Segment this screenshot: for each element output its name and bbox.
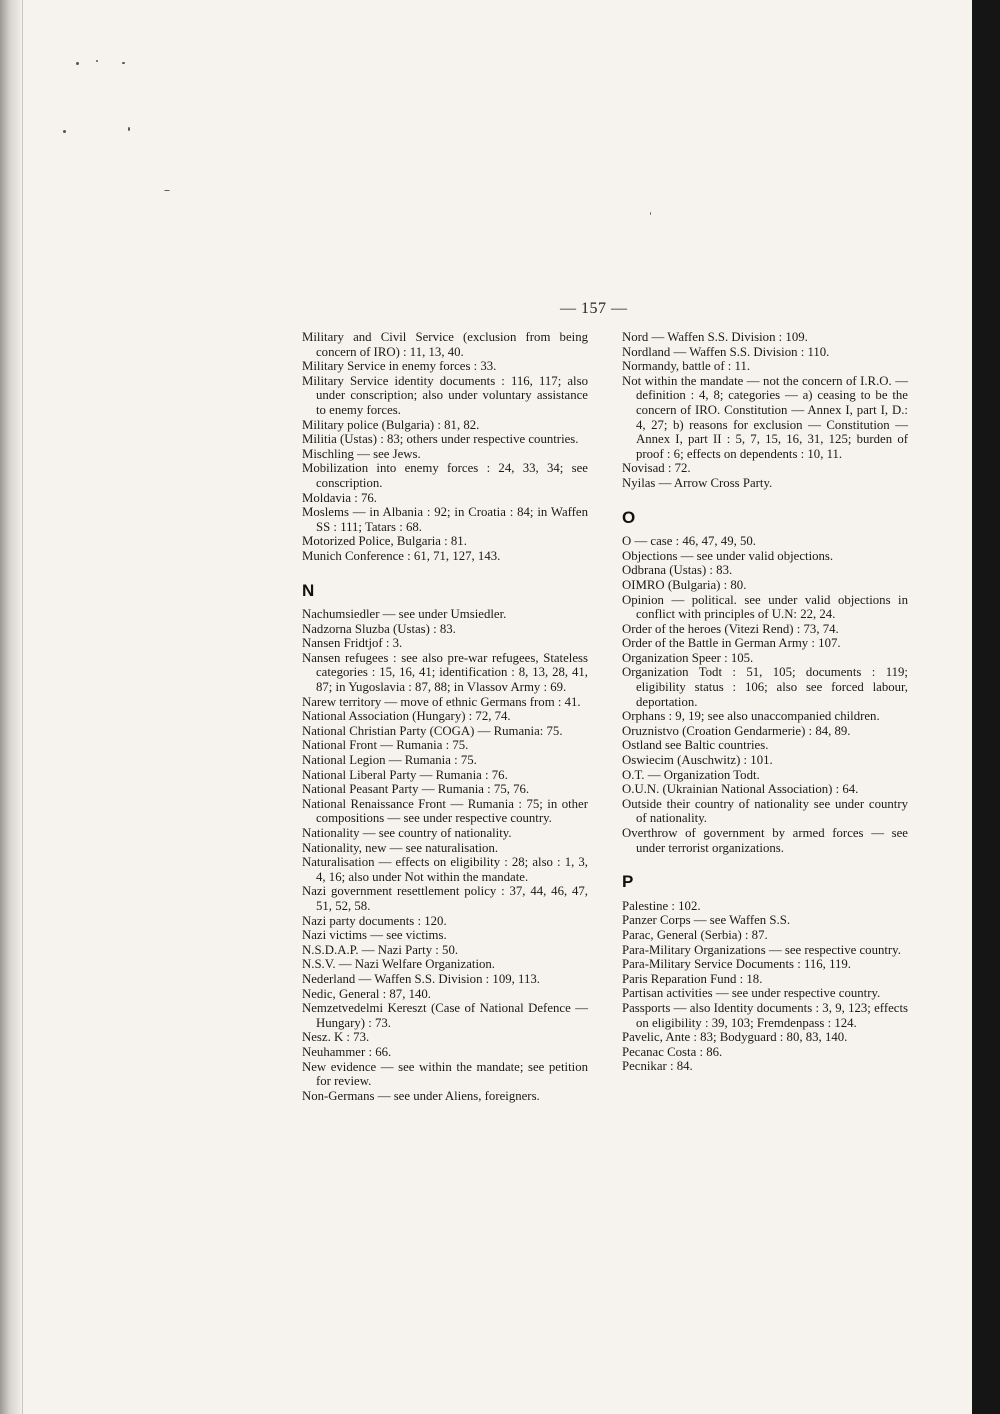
index-section-p	[622, 899, 908, 1074]
index-entry: Nemzetvedelmi Kereszt (Case of National Defence — Hungary) : 73.	[302, 1001, 588, 1030]
index-entry: Nazi party documents : 120.	[302, 913, 447, 928]
index-entry: National Peasant Party — Rumania : 75, 76.	[302, 782, 530, 797]
index-entry: Non-Germans — see under Aliens, foreigners.	[302, 1088, 540, 1103]
index-entry: Nachumsiedler — see under Umsiedler.	[302, 607, 507, 622]
index-entry: Moldavia : 76.	[302, 490, 377, 505]
index-entry: Narew territory — move of ethnic Germans from : 41.	[302, 694, 581, 709]
page-edge-line	[22, 0, 23, 1414]
index-entry: Organization Speer : 105.	[622, 650, 754, 665]
index-entry: Nationality, new — see naturalisation.	[302, 840, 499, 855]
index-entry: National Legion — Rumania : 75.	[302, 753, 477, 768]
index-entry: Nyilas — Arrow Cross Party.	[622, 475, 773, 490]
index-entry: Oruznistvo (Croation Gendarmerie) : 84, 89.	[622, 723, 851, 738]
index-entry: National Renaissance Front — Rumania : 75; in other compositions — see under respective country.	[302, 796, 588, 826]
index-entry: O.U.N. (Ukrainian National Association) : 64.	[622, 782, 859, 797]
index-entry: Nazi victims — see victims.	[302, 928, 447, 943]
index-section-o	[622, 534, 908, 855]
index-entry: New evidence — see within the mandate; see petition for review.	[302, 1059, 588, 1089]
dust-speck	[164, 190, 170, 191]
index-entry: Nesz. K : 73.	[302, 1030, 370, 1045]
dust-speck	[96, 60, 98, 62]
index-entry: O — case : 46, 47, 49, 50.	[622, 534, 756, 549]
index-entry: N.S.V. — Nazi Welfare Organization.	[302, 957, 496, 972]
index-entry: Militia (Ustas) : 83; others under respective countries.	[302, 432, 579, 447]
dust-speck	[76, 62, 79, 65]
index-entry: Oswiecim (Auschwitz) : 101.	[622, 753, 773, 768]
index-entry: Pecnikar : 84.	[622, 1059, 693, 1074]
index-entry: Organization Todt : 51, 105; documents : 119; eligibility status : 106; also see forced labour, deportation.	[622, 665, 908, 709]
dust-speck	[128, 127, 130, 131]
index-entry: Passports — also Identity documents : 3, 9, 123; effects on eligibility : 39, 103; Fremdenpass : 124.	[622, 1000, 908, 1030]
index-entry: Palestine : 102.	[622, 898, 701, 913]
index-entry: Odbrana (Ustas) : 83.	[622, 563, 733, 578]
index-entry: National Front — Rumania : 75.	[302, 738, 469, 753]
index-entry: Nazi government resettlement policy : 37, 44, 46, 47, 51, 52, 58.	[302, 884, 588, 913]
index-section-n-continued	[622, 330, 908, 491]
index-entry: Motorized Police, Bulgaria : 81.	[302, 534, 467, 549]
index-entry: Parac, General (Serbia) : 87.	[622, 927, 768, 942]
index-entry: Nederland — Waffen S.S. Division : 109, 113.	[302, 971, 540, 986]
index-entry: Military Service in enemy forces : 33.	[302, 359, 497, 374]
index-entry: Normandy, battle of : 11.	[622, 359, 751, 374]
index-entry: Nord — Waffen S.S. Division : 109.	[622, 330, 808, 344]
index-entry: Munich Conference : 61, 71, 127, 143.	[302, 548, 501, 563]
index-entry: Military Service identity documents : 116, 117; also under conscription; also under voluntary assistance to enemy forces.	[302, 373, 588, 417]
index-entry: Outside their country of nationality see under country of nationality.	[622, 796, 908, 826]
index-entry: Objections — see under valid objections.	[622, 548, 834, 563]
index-entry: Nedic, General : 87, 140.	[302, 986, 431, 1001]
index-entry: National Liberal Party — Rumania : 76.	[302, 767, 508, 782]
index-entry: Nansen refugees : see also pre-war refugees, Stateless categories : 15, 16, 41; identification : 8, 13, 28, 41, 87; in Yugoslavia : 87, 88; in Vlassov Army : 69.	[302, 650, 588, 695]
index-entry: Ostland see Baltic countries.	[622, 738, 769, 753]
index-entry: Pecanac Costa : 86.	[622, 1044, 723, 1059]
index-entry: N.S.D.A.P. — Nazi Party : 50.	[302, 942, 459, 957]
dust-speck	[650, 212, 651, 215]
index-entry: Nordland — Waffen S.S. Division : 110.	[622, 344, 830, 359]
index-entry: Not within the mandate — not the concern of I.R.O. — definition : 4, 8; categories — a) ceasing to be the concern of IRO. Constitution — Annex I, part I, D.: 4, 27; b) reasons for exclusion — Constitution — Annex I, part II : 5, 7, 15, 16, 31, 125; burden of proof : 6; effects on dependents : 10, 11.	[622, 373, 908, 461]
index-entry: Overthrow of government by armed forces — see under terrorist organizations.	[622, 826, 908, 855]
section-heading-p: P	[622, 872, 634, 892]
page-number: — 157 —	[560, 300, 628, 317]
index-entry: National Association (Hungary) : 72, 74.	[302, 709, 511, 724]
index-entry: Nansen Fridtjof : 3.	[302, 636, 403, 651]
index-section-n	[302, 607, 588, 1103]
index-entry: OIMRO (Bulgaria) : 80.	[622, 577, 747, 592]
dust-speck	[122, 62, 125, 64]
index-entry: Opinion — political. see under valid objections in conflict with principles of U.N: 22, 24.	[622, 592, 908, 622]
index-entry: Mobilization into enemy forces : 24, 33, 34; see conscription.	[302, 461, 588, 490]
index-entry: Nationality — see country of nationality.	[302, 826, 512, 840]
index-entry: Orphans : 9, 19; see also unaccompanied children.	[622, 709, 880, 724]
dust-speck	[63, 130, 66, 133]
index-entry: Military police (Bulgaria) : 81, 82.	[302, 417, 480, 432]
index-entry: Para-Military Organizations — see respective country.	[622, 942, 901, 957]
index-entry: Moslems — in Albania : 92; in Croatia : 84; in Waffen SS : 111; Tatars : 68.	[302, 505, 588, 534]
index-entry: Pavelic, Ante : 83; Bodyguard : 80, 83, 140.	[622, 1030, 848, 1045]
index-entry: O.T. — Organization Todt.	[622, 767, 760, 782]
index-entry: Order of the heroes (Vitezi Rend) : 73, 74.	[622, 621, 839, 636]
index-entry: Order of the Battle in German Army : 107.	[622, 636, 841, 651]
index-entry: Nadzorna Sluzba (Ustas) : 83.	[302, 621, 456, 636]
binding-shadow	[0, 0, 22, 1414]
index-column-right	[622, 330, 908, 1074]
section-heading-n: N	[302, 580, 315, 600]
index-column-left	[302, 330, 588, 1103]
index-entry: Partisan activities — see under respective country.	[622, 986, 881, 1001]
index-entry: National Christian Party (COGA) — Rumania: 75.	[302, 723, 563, 738]
index-entry: Novisad : 72.	[622, 461, 691, 476]
index-entry: Neuhammer : 66.	[302, 1044, 392, 1059]
section-heading-o: O	[622, 507, 636, 527]
index-entry: Mischling — see Jews.	[302, 446, 421, 461]
index-entry: Para-Military Service Documents : 116, 119.	[622, 957, 851, 972]
index-entry: Paris Reparation Fund : 18.	[622, 971, 763, 986]
index-section-m	[302, 330, 588, 564]
index-entry: Naturalisation — effects on eligibility : 28; also : 1, 3, 4, 16; also under Not within the mandate.	[302, 855, 588, 884]
index-entry: Military and Civil Service (exclusion from being concern of IRO) : 11, 13, 40.	[302, 330, 588, 359]
index-entry: Panzer Corps — see Waffen S.S.	[622, 913, 791, 928]
